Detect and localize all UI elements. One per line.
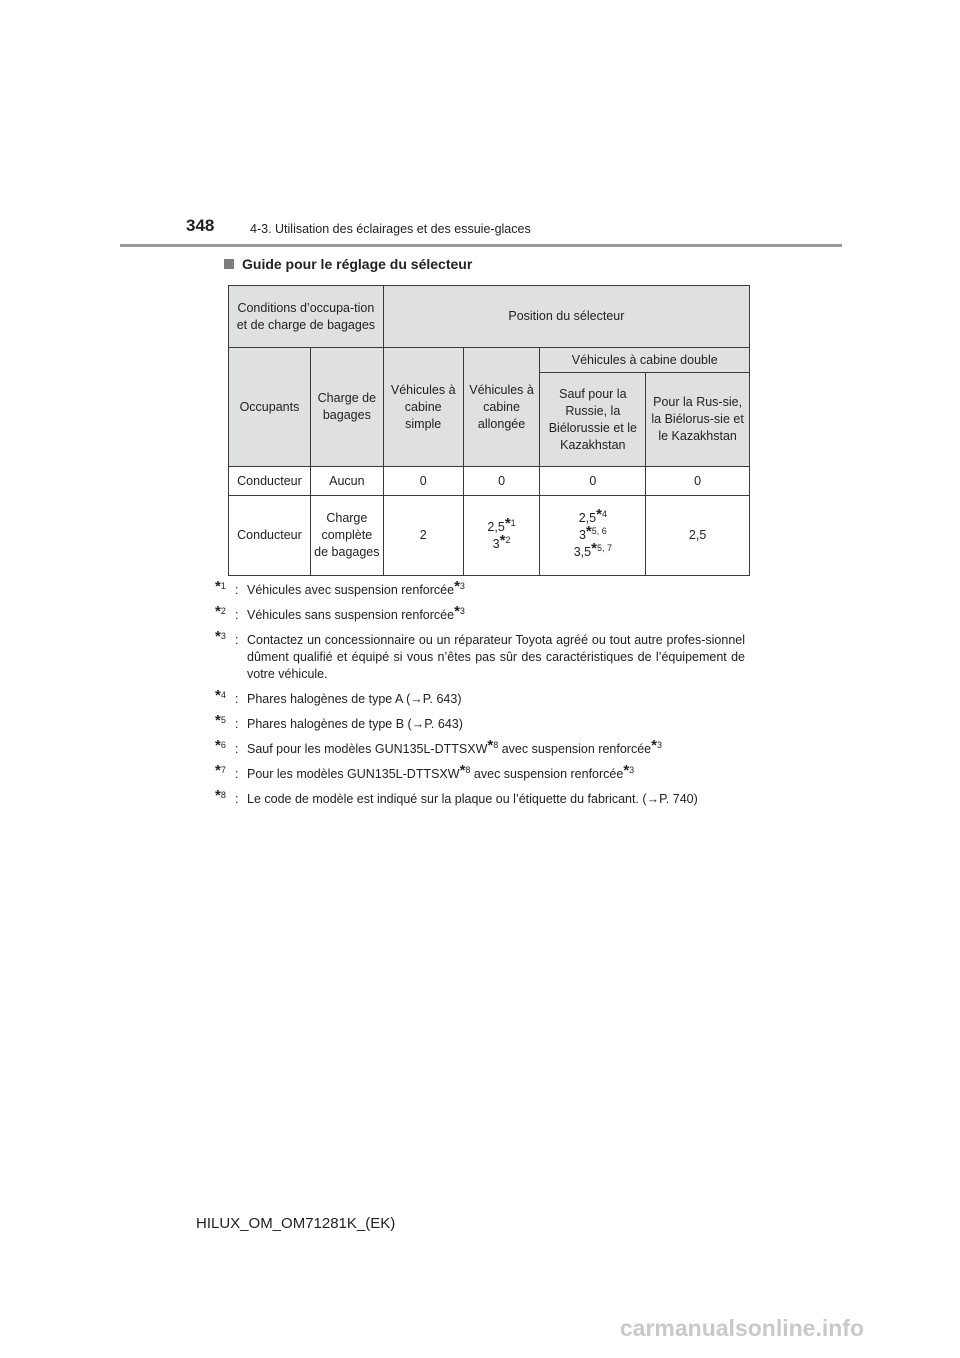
value-line [467,531,537,553]
footnote-colon: : [235,767,239,781]
footnotes [215,578,745,816]
footnote-body: Véhicules sans suspension renforcée [247,608,455,622]
footnote-ref: 5, 6 [591,525,607,536]
footnote-colon: : [235,792,239,806]
footnote-colon: : [235,742,239,756]
footnote-body: Pour les modèles GUN135L-DTTSXW [247,767,460,781]
footnote-mark [215,603,235,624]
watermark: carmanualsonline.info [619,1315,864,1341]
value-line [543,506,642,527]
cell-simple: 2 [383,496,463,576]
cell-allongee: 0 [463,467,540,496]
cell-sauf [540,496,646,576]
footnote-star: * [596,506,602,523]
value: 3 [578,528,586,542]
footnote-colon: : [235,583,239,597]
guide-heading [224,256,472,272]
footnote-ref: 2 [505,534,511,545]
footnote-ref: 3 [656,739,662,750]
footnote-text [247,737,745,758]
cell-pour: 0 [646,467,750,496]
header-sauf-russie: Sauf pour la Russie, la Biélorussie et le Kazakhstan [540,373,646,467]
footnote-ref: 8 [493,739,499,750]
footnote-body: avec suspension renforcée [470,767,624,781]
footnote-star: * [215,687,221,704]
footnote [215,787,745,808]
footnote-ref: 4 [601,508,607,519]
footnote-star: * [454,578,460,595]
footnote-star: * [585,523,592,540]
footnote-number: 8 [220,789,226,800]
header-cabine-simple: Véhicules à cabine simple [383,348,463,467]
footnote-text [247,603,745,624]
footnote-text: Phares halogènes de type A (→P. 643) [247,692,462,706]
footnote-number: 5 [220,714,226,725]
footnote-colon: : [235,692,239,706]
value: 3 [492,536,500,551]
cell-occupant: Conducteur [229,496,311,576]
cell-allongee [463,496,540,576]
footnote-star: * [215,787,221,804]
table-row [229,496,750,576]
footnote-colon: : [235,608,239,622]
footnote-number: 3 [220,630,226,641]
footnote-body: avec suspension renforcée [498,742,652,756]
value: 2,5 [578,511,597,525]
footnote-number: 6 [220,739,226,750]
footnote-star: * [504,514,511,532]
footnote [215,737,745,758]
guide-heading-text: Guide pour le réglage du sélecteur [242,256,473,272]
footnote-star: * [623,762,630,779]
footnote-star: * [215,578,221,595]
footnote-number: 7 [220,764,226,775]
document-footer: HILUX_OM_OM71281K_(EK) [196,1215,396,1232]
cell-sauf: 0 [540,467,646,496]
header-cabine-allongee: Véhicules à cabine allongée [463,348,540,467]
footnote-text: Phares halogènes de type B (→P. 643) [247,717,463,731]
footnote-number: 4 [220,689,226,700]
table-row [229,467,750,496]
value: 3,5 [573,545,592,559]
footnote-text: Le code de modèle est indiqué sur la plaque ou l’étiquette du fabricant. (→P. 740) [247,792,698,806]
header-position: Position du sélecteur [383,286,749,348]
header-pour-russie: Pour la Rus-sie, la Biélorus-sie et le Kazakhstan [646,373,750,467]
footnote-star: * [215,712,221,729]
footnote-ref: 1 [510,517,516,528]
footnote-text: Contactez un concessionnaire ou un réparateur Toyota agréé ou tout autre profes-sionnel dûment qualifié et équipé si vous n’êtes pas sûr des caractéristiques de l’équipement de votre véhicule. [247,633,745,681]
footnote-star: * [651,737,657,754]
header-cabine-double: Véhicules à cabine double [540,348,750,373]
footnote [215,628,745,683]
footnote [215,687,745,708]
footnote-star: * [591,540,597,557]
footnote-star: * [459,762,466,779]
footnote-mark [215,787,235,808]
footnote-text [247,762,745,783]
selector-guide-table [228,285,750,576]
footnote-colon: : [235,717,239,731]
header-conditions: Conditions d’occupa-tion et de charge de bagages [229,286,384,348]
footnote-ref: 5, 7 [596,542,612,553]
footnote-ref: 8 [465,764,471,775]
cell-charge: Charge complète de bagages [310,496,383,576]
footnote-star: * [487,737,494,754]
footnote-ref: 3 [459,605,465,616]
footnote-body: Sauf pour les modèles GUN135L-DTTSXW [247,742,488,756]
footnote-star: * [499,531,506,549]
footnote-mark [215,687,235,708]
footnote-mark [215,712,235,733]
footnote-number: 1 [220,580,226,591]
page-number: 348 [186,216,215,235]
footnote-number: 2 [220,605,226,616]
footnote-ref: 3 [629,764,635,775]
footnote [215,603,745,624]
value: 2,5 [487,519,505,534]
footnote-mark [215,737,235,758]
cell-pour: 2,5 [646,496,750,576]
footnote [215,712,745,733]
footnote-star: * [215,737,221,754]
footnote [215,762,745,783]
footnote-star: * [215,762,221,779]
footnote-mark [215,578,235,599]
header-occupants: Occupants [229,348,311,467]
footnote-text [247,578,745,599]
cell-simple: 0 [383,467,463,496]
header-divider [120,244,842,247]
footnote-ref: 3 [459,580,465,591]
footnote-star: * [215,603,221,620]
header-charge: Charge de bagages [310,348,383,467]
footnote-mark [215,762,235,783]
cell-charge: Aucun [310,467,383,496]
footnote-colon: : [235,633,239,647]
footnote [215,578,745,599]
footnote-mark [215,628,235,683]
footnote-star: * [454,603,460,620]
square-bullet-icon [224,259,234,269]
value-line [543,540,642,561]
section-title: 4-3. Utilisation des éclairages et des essuie-glaces [250,222,531,236]
footnote-star: * [215,628,221,645]
cell-occupant: Conducteur [229,467,311,496]
footnote-body: Véhicules avec suspension renforcée [247,583,455,597]
